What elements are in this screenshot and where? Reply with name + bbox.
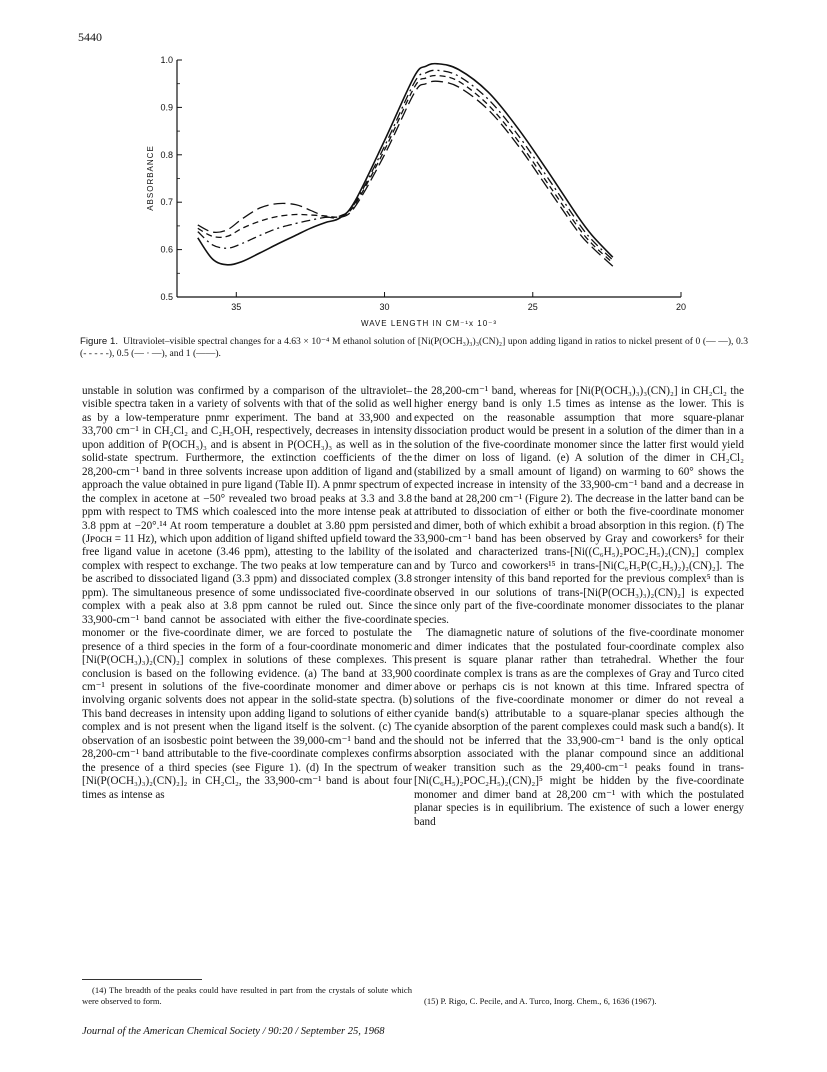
y-tick-label: 0.6 bbox=[160, 244, 173, 255]
journal-footer: Journal of the American Chemical Society / 90:20 / September 25, 1968 bbox=[82, 1026, 385, 1037]
figure-caption bbox=[80, 336, 748, 361]
footnote-rule bbox=[82, 979, 202, 980]
x-axis-label: WAVE LENGTH IN CM⁻¹x 10⁻³ bbox=[360, 319, 498, 328]
series-line-0 bbox=[198, 81, 613, 266]
y-tick-label: 0.7 bbox=[160, 197, 173, 208]
left-column bbox=[82, 385, 412, 802]
page-number: 5440 bbox=[78, 30, 102, 44]
series-line-1 bbox=[198, 64, 613, 265]
x-tick-label: 30 bbox=[379, 302, 390, 312]
caption-label: Figure 1. bbox=[80, 336, 119, 347]
footnote-15: (15) P. Rigo, C. Pecile, and A. Turco, Inorg. Chem., 6, 1636 (1967). bbox=[424, 996, 657, 1006]
x-tick-label: 25 bbox=[527, 302, 538, 312]
left-paragraph: unstable in solution was confirmed by a comparison of the ultraviolet–visible spectra taken in a variety of solvents with that of the solid as well as by a low-temperature pnmr experiment. The band at 33,900 and 33,700 cm⁻¹ in CH₂Cl₂ and C₂H₅OH, respectively, decreases in intensity upon addition of P(OCH₃)₃ and is absent in P(OCH₃)₃ as well as in the solid-state spectrum. Furthermore, the extinction coefficients of the 28,200-cm⁻¹ band in three solvents increase upon addition of ligand and approach the value obtained in pure ligand (Table II). A pnmr spectrum of the complex in acetone at −50° revealed two broad peaks at 3.3 and 3.8 ppm with respect to TMS which coalesced into the more intense peak at 3.8 ppm at −20°.¹⁴ At room temperature a doublet at 3.80 ppm persisted (Jᴘᴏᴄʜ = 11 Hz), which upon addition of ligand shifted upfield toward the free ligand value in acetone (3.46 ppm), attesting to the lability of the complex with respect to exchange. The two peaks at low temperature can be ascribed to dissociated ligand (3.3 ppm) and dissociated complex (3.8 ppm). The simultaneous presence of some undissociated five-coordinate complex with a peak also at 3.8 ppm cannot be ruled out. Since the 33,900-cm⁻¹ band cannot be associated with either the five-coordinate monomer or the five-coordinate dimer, we are forced to postulate the presence of a third species in the form of a four-coordinate monomeric [Ni(P(OCH₃)₃)₂(CN)₂] complex in solutions of these complexes. This conclusion is based on the following evidence. (a) The band at 33,900 cm⁻¹ present in solutions of the five-coordinate monomer and dimer involving organic solvents does not appear in the solid-state spectra. (b) This band decreases in intensity upon adding ligand to solutions of either complex and is not present when the ligand itself is the solvent. (c) The observation of an isosbestic point between the 39,000-cm⁻¹ band and the 28,200-cm⁻¹ band attributable to the five-coordinate complexes confirms the presence of a third species (see Figure 1). (d) In the spectrum of [Ni(P(OCH₃)₃)₂(CN)₂]₂ in CH₂Cl₂, the 33,900-cm⁻¹ band is about four times as intense as bbox=[82, 385, 412, 801]
x-tick-label: 35 bbox=[231, 302, 242, 312]
y-tick-label: 0.8 bbox=[160, 149, 173, 160]
y-tick-label: 1.0 bbox=[160, 55, 173, 65]
caption-text: Ultraviolet–visible spectral changes for a 4.63 × 10⁻⁴ M ethanol solution of [Ni(P(OCH₃)₃)₃(CN)₂] upon adding ligand in ratios to nickel present of 0 (— —), 0.3 (- - - - -), 0.5 (— · —), and 1 (——). bbox=[80, 336, 748, 360]
right-column bbox=[414, 385, 744, 829]
right-paragraph-2: The diamagnetic nature of solutions of the five-coordinate monomer and dimer indicates that the postulated four-coordinate complex also present is square planar rather than tetrahedral. Whether the four coordinate complex is trans as are the complexes of Gray and Turco cited above or perhaps cis is not known at this time. Infrared spectra of solutions of the five-coordinate monomer or dimer do not reveal a cyanide band(s) attributable to a square-planar species although the cyanide absorption of the parent complexes could mask such a band(s). It should not be inferred that the 33,900-cm⁻¹ band is the only optical absorption associated with the planar compound since an additional weaker transition such as the 29,400-cm⁻¹ peaks found in trans-[Ni(C₆H₅)₂POC₂H₅)₂(CN)₂]⁵ might be hidden by the five-coordinate monomer and dimer band at 28,200 cm⁻¹ with which the postulated planar species is in equilibrium. The existence of such a lower energy band bbox=[414, 627, 744, 828]
y-axis-label: ABSORBANCE bbox=[146, 145, 155, 211]
x-tick-label: 20 bbox=[675, 302, 687, 312]
right-paragraph-1: the 28,200-cm⁻¹ band, whereas for [Ni(P(OCH₃)₃)₃(CN)₂] in CH₂Cl₂ the higher energy band is only 1.5 times as intense as the lower. This is expected on the reasonable assumption that more square-planar dissociation product would be present in a solution of the dimer than in a solution of the five-coordinate monomer since the latter first would yield the dimer on loss of ligand. (e) A solution of the dimer in CH₂Cl₂ (stabilized by a small amount of ligand) on warming to 60° shows the expected increase in intensity of the 33,900-cm⁻¹ band and a decrease in the band at 28,200 cm⁻¹ (Figure 2). The decrease in the latter band can be attributed to dissociation of either or both the five-coordinate monomer and dimer, both of which exhibit a broad absorption in this region. (f) The 33,900-cm⁻¹ band has been observed by Gray and coworkers⁵ for their isolated and characterized trans-[Ni((C₆H₅)₂POC₂H₅)₂(CN)₂] complex and by Turco and coworkers¹⁵ in trans-[Ni(C₆H₅P(C₂H₅)₂)₂(CN)₂]. The stronger intensity of this band reported for the previous complex⁵ than is observed in our solutions of trans-[Ni(P(OCH₃)₃)₂(CN)₂] is expected since only part of the five-coordinate monomer dissociates to the planar species. bbox=[414, 385, 744, 626]
absorbance-chart bbox=[0, 0, 827, 330]
series-line-0-5 bbox=[198, 70, 613, 260]
footnote-14: (14) The breadth of the peaks could have resulted in part from the crystals of solute which were observed to form. bbox=[82, 985, 412, 1006]
y-tick-label: 0.5 bbox=[160, 292, 173, 302]
figure-1 bbox=[0, 0, 827, 330]
y-tick-label: 0.9 bbox=[160, 102, 173, 113]
